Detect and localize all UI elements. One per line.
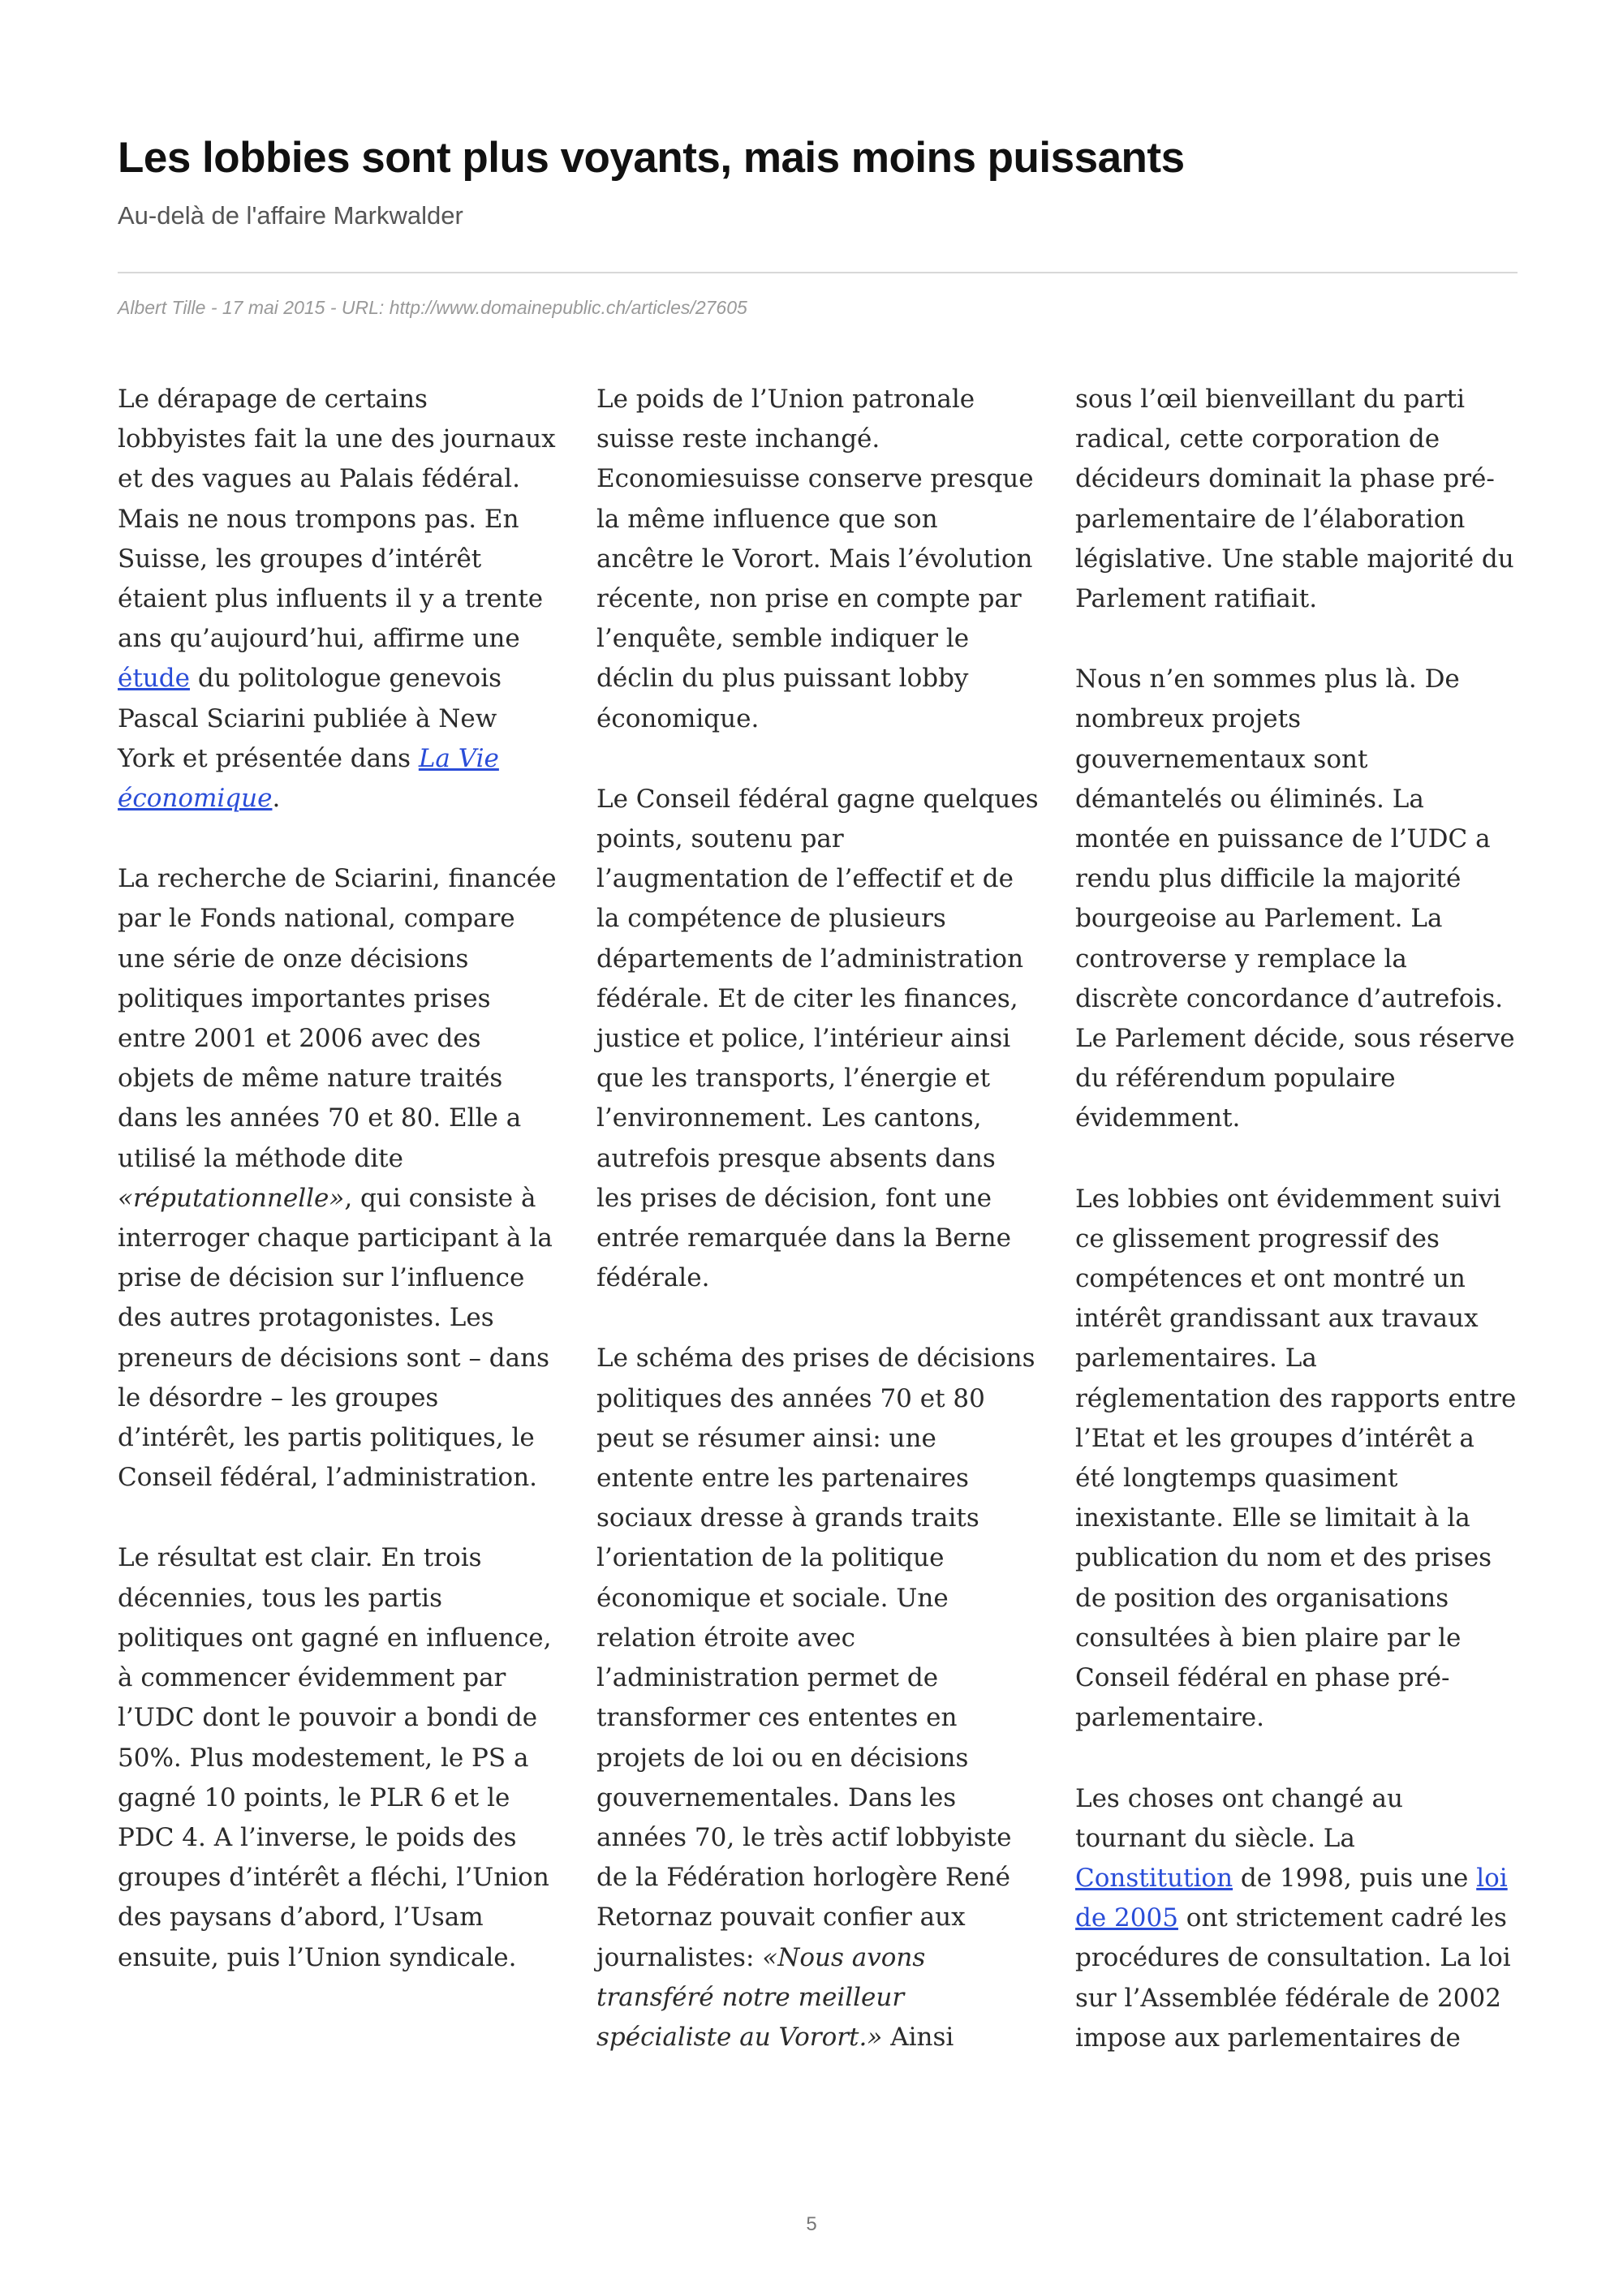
article-subtitle: Au-delà de l'affaire Markwalder bbox=[118, 201, 463, 230]
paragraph: Le résultat est clair. En trois décennies, tous les partis politiques ont gagné en influence, à commencer évidemment par l’UDC dont le pouvoir a bondi de 50%. Plus modestement, le PS a gagné 10 points, le PLR 6 et le PDC 4. A l’inverse, le poids des groupes d’intérêt a fléchi, l’Union des paysans d’abord, l’Usam ensuite, puis l’Union syndicale. bbox=[118, 1543, 552, 1972]
article-body bbox=[118, 380, 1518, 2058]
paragraph: Le Conseil fédéral gagne quelques points, soutenu par l’augmentation de l’effectif et de la compétence de plusieurs départements de l’administration fédérale. Et de citer les finances, justice et police, l’intérieur ainsi que les transports, l’énergie et l’environnement. Les cantons, autrefois presque absents dans les prises de décision, font une entrée remarquée dans la Berne fédérale. bbox=[596, 784, 1039, 1293]
column-2 bbox=[596, 380, 1039, 2058]
header-divider bbox=[118, 272, 1518, 273]
loi-2005-link[interactable]: loi de 2005 bbox=[1075, 1863, 1508, 1933]
paragraph: Nous n’en sommes plus là. De nombreux projets gouvernementaux sont démantelés ou éliminés. La montée en puissance de l’UDC a rendu plus difficile la majorité bourgeoise au Parlement. La controverse y remplace la discrète concordance d’autrefois. Le Parlement décide, sous réserve du référendum populaire évidemment. bbox=[1075, 664, 1515, 1133]
column-1 bbox=[118, 380, 560, 2058]
paragraph: La recherche de Sciarini, financée par le Fonds national, compare une série de onze décisions politiques importantes prises entre 2001 et 2006 avec des objets de même nature traités dans les années 70 et 80. Elle a utilisé la méthode dite «réputationnelle», qui consiste à interroger chaque participant à la prise de décision sur l’influence des autres protagonistes. Les preneurs de décisions sont – dans le désordre – les groupes d’intérêt, les partis politiques, le Conseil fédéral, l’administration. bbox=[118, 864, 557, 1493]
paragraph: Le poids de l’Union patronale suisse reste inchangé. Economiesuisse conserve presque la même influence que son ancêtre le Vorort. Mais l’évolution récente, non prise en compte par l’enquête, semble indiquer le déclin du plus puissant lobby économique. bbox=[596, 385, 1034, 733]
paragraph: Le dérapage de certains lobbyistes fait la une des journaux et des vagues au Palais fédéral. Mais ne nous trompons pas. En Suisse, les groupes d’intérêt étaient plus influents il y a trente ans qu’aujourd’hui, affirme une étude du politologue genevois Pascal Sciarini publiée à New York et présentée dans La Vie économique. bbox=[118, 385, 556, 814]
paragraph: Les lobbies ont évidemment suivi ce glissement progressif des compétences et ont montré un intérêt grandissant aux travaux parlementaires. La réglementation des rapports entre l’Etat et les groupes d’intérêt a été longtemps quasiment inexistante. Elle se limitait à la publication du nom et des prises de position des organisations consultées à bien plaire par le Conseil fédéral en phase pré-parlementaire. bbox=[1075, 1184, 1517, 1733]
la-vie-economique-link[interactable]: La Vie économique bbox=[118, 743, 499, 814]
article-header bbox=[118, 130, 1518, 232]
paragraph: Les choses ont changé au tournant du siècle. La Constitution de 1998, puis une loi de 2005 ont strictement cadré les procédures de consultation. La loi sur l’Assemblée fédérale de 2002 impose aux parlementaires de bbox=[1075, 1783, 1511, 2053]
column-3 bbox=[1075, 380, 1518, 2058]
paragraph: Le schéma des prises de décisions politiques des années 70 et 80 peut se résumer ainsi: une entente entre les partenaires sociaux dresse à grands traits l’orientation de la politique économique et sociale. Une relation étroite avec l’administration permet de transformer ces ententes en projets de loi ou en décisions gouvernementales. Dans les années 70, le très actif lobbyiste de la Fédération horlogère René Retornaz pouvait confier aux journalistes: «Nous avons transféré notre meilleur spécialiste au Vorort.» Ainsi bbox=[596, 1344, 1035, 2052]
paragraph: sous l’œil bienveillant du parti radical, cette corporation de décideurs dominait la phase pré-parlementaire de l’élaboration législative. Une stable majorité du Parlement ratifiait. bbox=[1075, 385, 1514, 614]
etude-link[interactable]: étude bbox=[118, 664, 190, 694]
page-number: 5 bbox=[806, 2213, 817, 2235]
quotation: «Nous avons transféré notre meilleur spécialiste au Vorort.» bbox=[596, 1942, 926, 2052]
constitution-link[interactable]: Constitution bbox=[1075, 1863, 1233, 1893]
quoted-term: «réputationnelle» bbox=[118, 1183, 345, 1213]
article-byline: Albert Tille - 17 mai 2015 - URL: http://www.domainepublic.ch/articles/27605 bbox=[118, 297, 747, 318]
article-title: Les lobbies sont plus voyants, mais moins puissants bbox=[118, 134, 1185, 182]
